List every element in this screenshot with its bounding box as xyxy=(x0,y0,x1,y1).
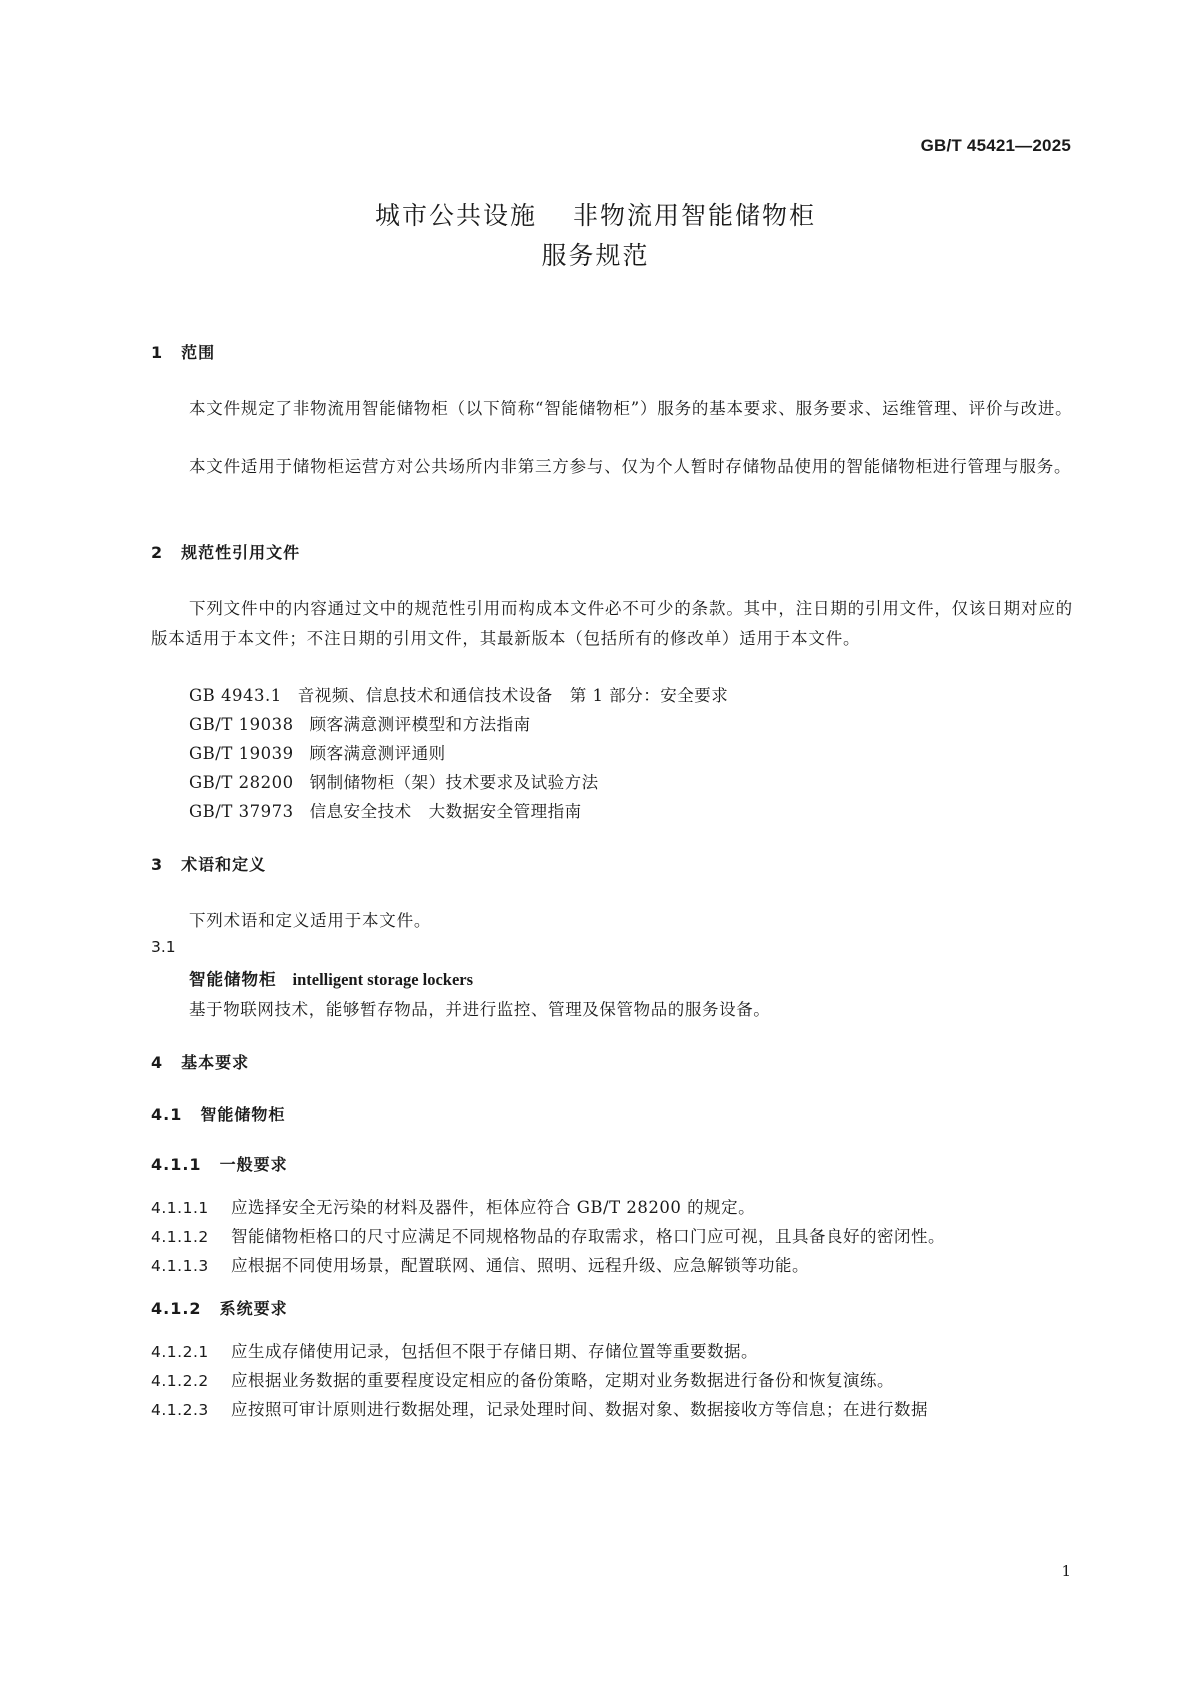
clause-item xyxy=(151,1338,758,1362)
section-1-heading xyxy=(151,340,215,363)
terms-intro: 下列术语和定义适用于本文件。 xyxy=(189,911,432,930)
document-title-line1 xyxy=(0,196,1191,232)
clause-item xyxy=(151,1367,894,1391)
reference-item xyxy=(189,682,728,706)
clause-text: 应按照可审计原则进行数据处理，记录处理时间、数据对象、数据接收方等信息；在进行数据 xyxy=(231,1400,928,1419)
clause-number: 4.1.2.3 xyxy=(151,1401,209,1419)
subsection-4-1-heading xyxy=(151,1102,285,1125)
reference-title: 顾客满意测评通则 xyxy=(309,744,446,763)
clause-text: 应根据业务数据的重要程度设定相应的备份策略，定期对业务数据进行备份和恢复演练。 xyxy=(231,1371,894,1390)
document-title-line2: 服务规范 xyxy=(541,241,650,270)
title-part2: 非物流用智能储物柜 xyxy=(573,201,817,230)
clause-item xyxy=(151,1396,928,1420)
clause-number: 4.1.1.3 xyxy=(151,1257,209,1275)
section-number: 4 xyxy=(151,1053,164,1072)
term-english: intelligent storage lockers xyxy=(292,970,474,989)
subsection-4-1-2-heading xyxy=(151,1296,288,1319)
section-title: 基本要求 xyxy=(181,1053,250,1072)
section-title: 范围 xyxy=(181,343,216,362)
reference-code: GB/T 28200 xyxy=(189,773,294,792)
section-2-heading xyxy=(151,540,300,563)
section-title: 规范性引用文件 xyxy=(181,543,301,562)
section-title: 术语和定义 xyxy=(181,855,267,874)
reference-item xyxy=(189,711,531,735)
section-4-heading xyxy=(151,1050,249,1073)
term-entry xyxy=(189,966,473,990)
clause-item xyxy=(151,1194,755,1218)
standard-code: GB/T 45421—2025 xyxy=(920,136,1071,155)
clause-number: 4.1.2.2 xyxy=(151,1372,209,1390)
reference-code: GB/T 37973 xyxy=(189,802,294,821)
title-part1: 城市公共设施 xyxy=(374,201,537,230)
clause-text: 应根据不同使用场景，配置联网、通信、照明、远程升级、应急解锁等功能。 xyxy=(231,1256,809,1275)
section-title: 智能储物柜 xyxy=(200,1105,286,1124)
section-number: 4.1 xyxy=(151,1105,183,1124)
section-number: 2 xyxy=(151,543,164,562)
term-definition: 基于物联网技术，能够暂存物品，并进行监控、管理及保管物品的服务设备。 xyxy=(189,1000,771,1019)
section-number: 1 xyxy=(151,343,164,362)
page-number: 1 xyxy=(1061,1562,1071,1580)
term-number: 3.1 xyxy=(151,938,176,956)
subsection-4-1-1-heading xyxy=(151,1152,288,1175)
reference-code: GB 4943.1 xyxy=(189,686,282,705)
normative-references-intro: 下列文件中的内容通过文中的规范性引用而构成本文件必不可少的条款。其中，注日期的引用文件，仅该日期对应的版本适用于本文件；不注日期的引用文件，其最新版本（包括所有的修改单）适用于本文件。 xyxy=(151,599,1073,648)
section-number: 4.1.1 xyxy=(151,1155,202,1174)
reference-item xyxy=(189,798,582,822)
clause-number: 4.1.2.1 xyxy=(151,1343,209,1361)
section-title: 系统要求 xyxy=(219,1299,288,1318)
section-title: 一般要求 xyxy=(219,1155,288,1174)
clause-item xyxy=(151,1223,945,1247)
reference-title: 顾客满意测评模型和方法指南 xyxy=(309,715,531,734)
clause-text: 智能储物柜格口的尺寸应满足不同规格物品的存取需求，格口门应可视，且具备良好的密闭性。 xyxy=(231,1227,945,1246)
section-3-heading xyxy=(151,852,266,875)
section-number: 4.1.2 xyxy=(151,1299,202,1318)
reference-title: 信息安全技术 大数据安全管理指南 xyxy=(309,802,582,821)
term-chinese: 智能储物柜 xyxy=(189,970,277,989)
reference-item xyxy=(189,769,599,793)
clause-number: 4.1.1.1 xyxy=(151,1199,209,1217)
reference-item xyxy=(189,740,446,764)
clause-item xyxy=(151,1252,809,1276)
scope-paragraph-1: 本文件规定了非物流用智能储物柜（以下简称“智能储物柜”）服务的基本要求、服务要求、运维管理、评价与改进。 xyxy=(189,399,1073,418)
clause-text: 应选择安全无污染的材料及器件，柜体应符合 GB/T 28200 的规定。 xyxy=(231,1198,756,1217)
reference-code: GB/T 19039 xyxy=(189,744,294,763)
scope-paragraph-2: 本文件适用于储物柜运营方对公共场所内非第三方参与、仅为个人暂时存储物品使用的智能储物柜进行管理与服务。 xyxy=(189,457,1072,476)
reference-title: 钢制储物柜（架）技术要求及试验方法 xyxy=(309,773,599,792)
clause-number: 4.1.1.2 xyxy=(151,1228,209,1246)
reference-title: 音视频、信息技术和通信技术设备 第 1 部分：安全要求 xyxy=(297,686,729,705)
reference-code: GB/T 19038 xyxy=(189,715,294,734)
clause-text: 应生成存储使用记录，包括但不限于存储日期、存储位置等重要数据。 xyxy=(231,1342,758,1361)
section-number: 3 xyxy=(151,855,164,874)
